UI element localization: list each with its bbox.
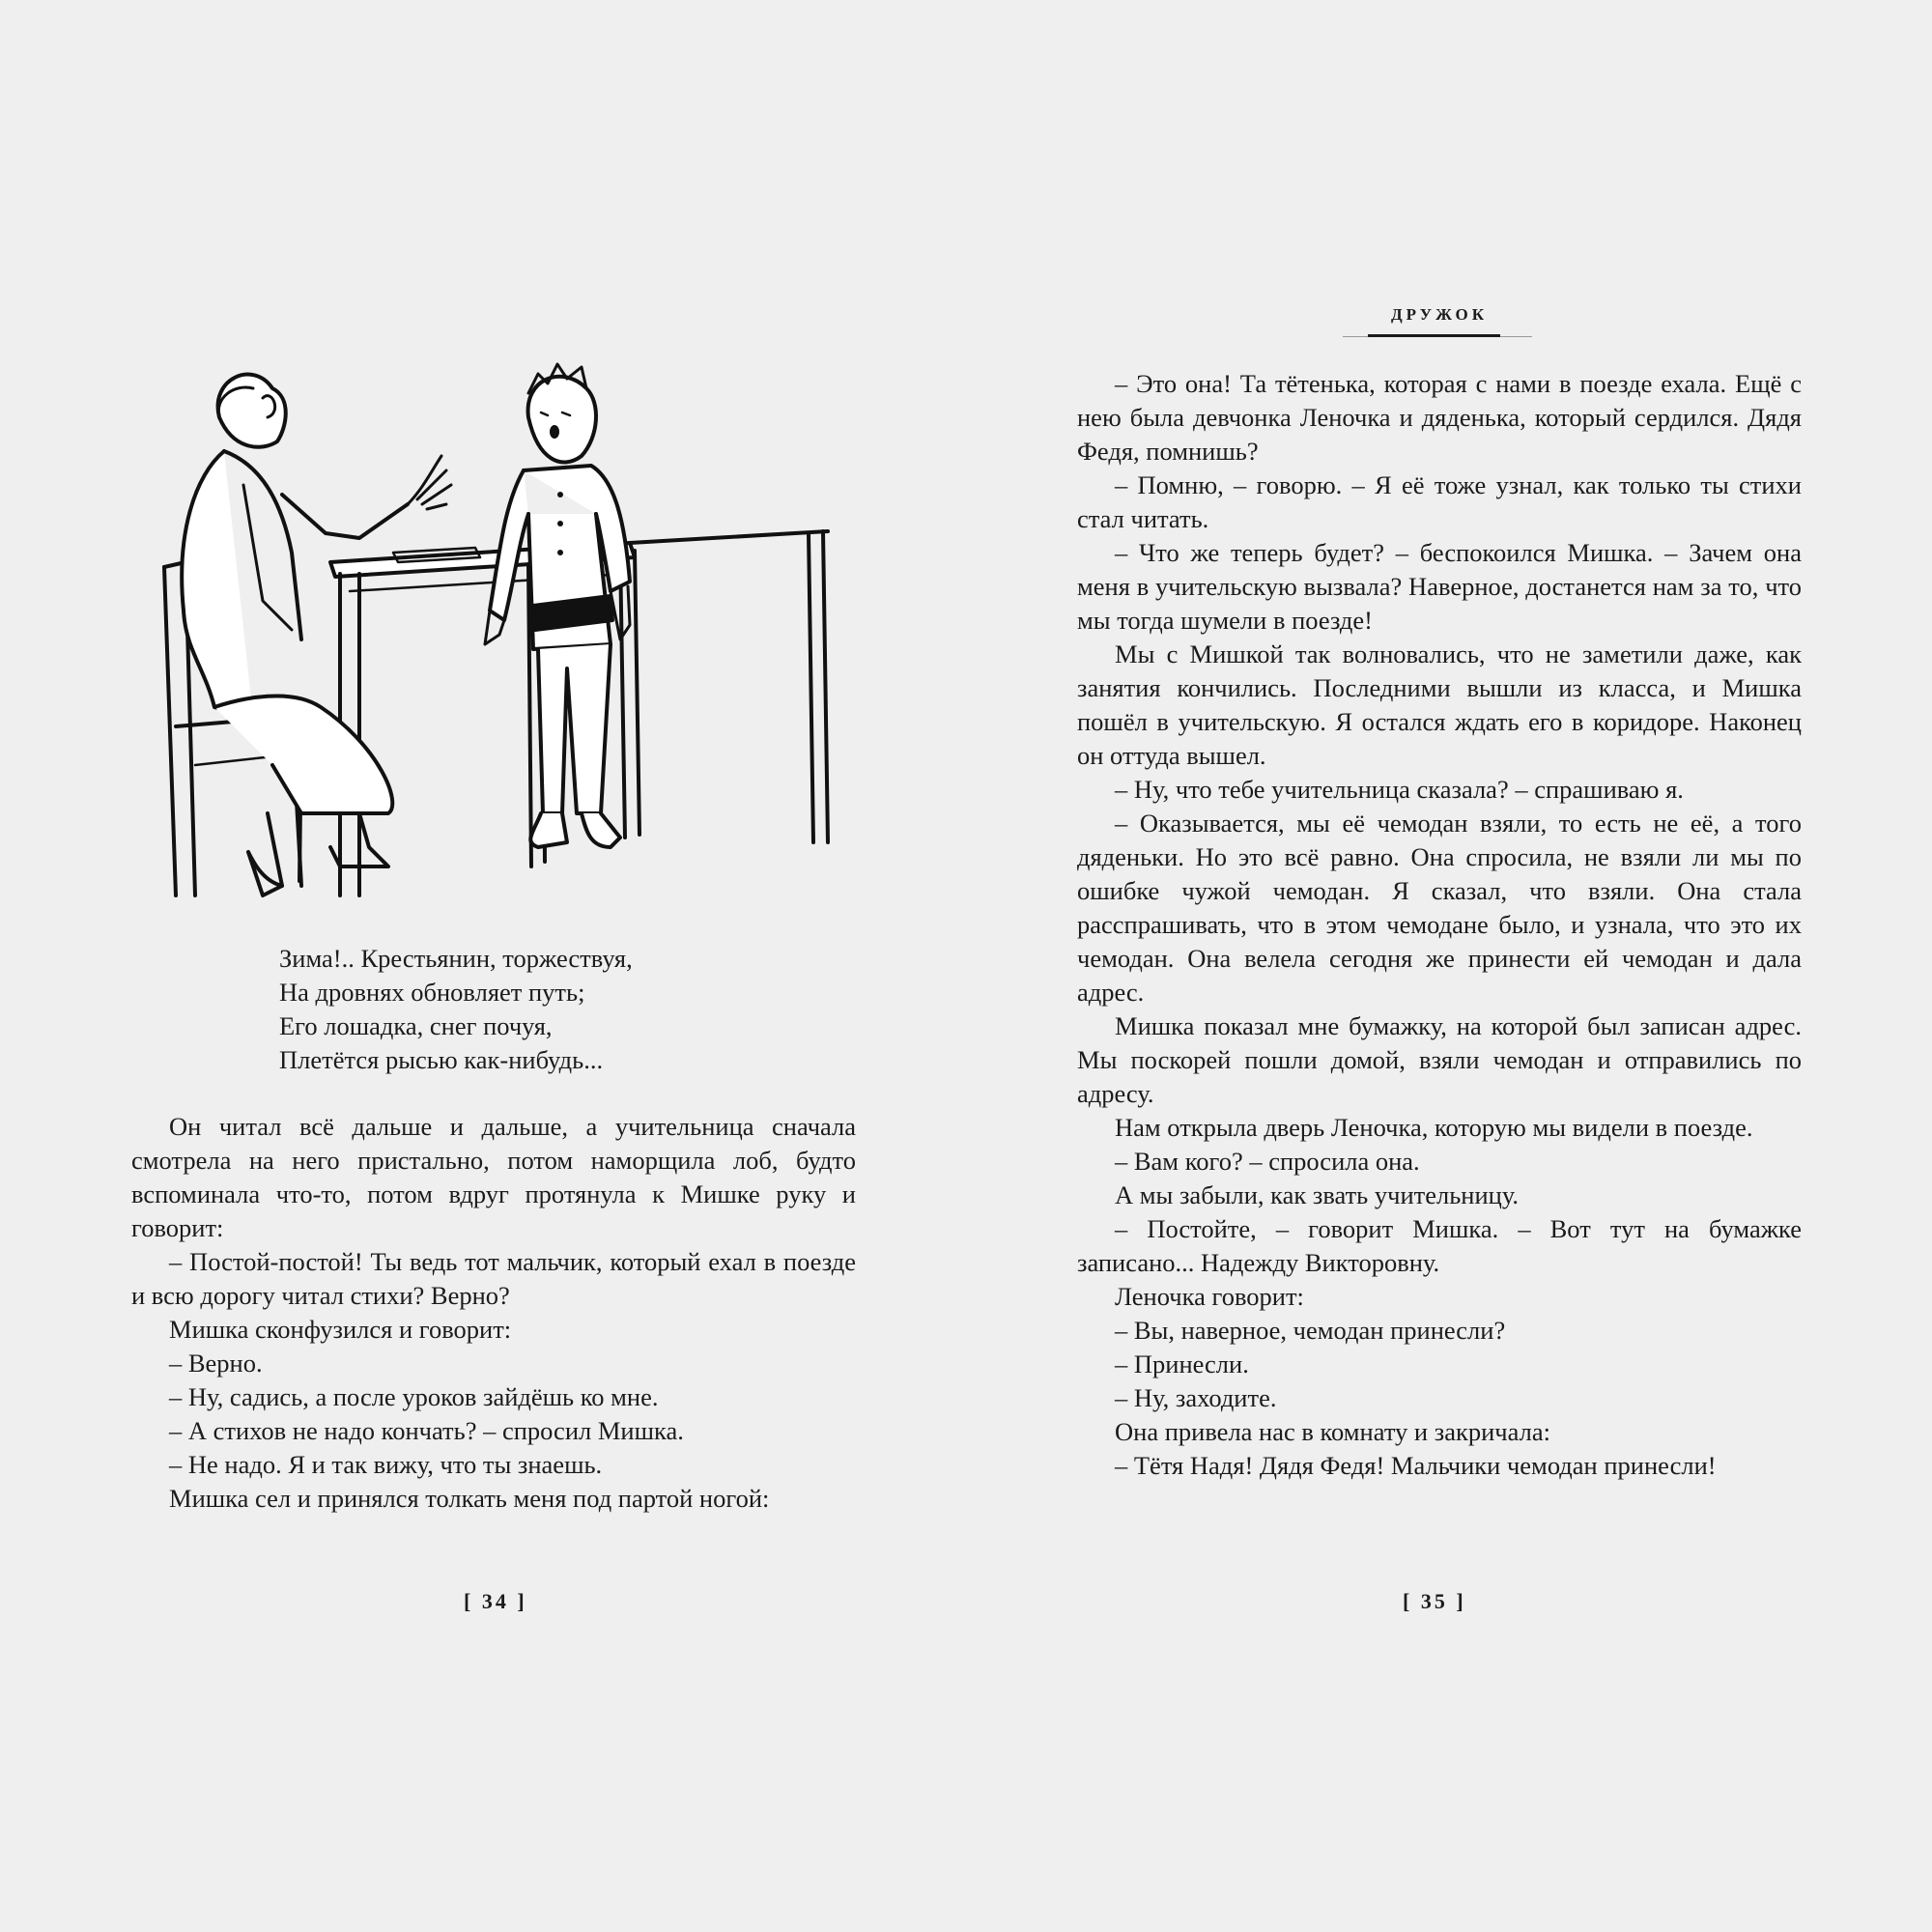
- paragraph: А мы забыли, как звать учительницу.: [1115, 1180, 1520, 1209]
- paragraph: Леночка говорит:: [1115, 1282, 1304, 1311]
- poem: [279, 942, 820, 1077]
- poem-line: Зима!.. Крестьянин, торжествуя,: [279, 944, 633, 973]
- paragraph: – Оказывается, мы её чемодан взяли, то есть не её, а того дяденьки. Но это всё равно. Она спросила, не взяли ли мы по ошибке чужой чемодан. Я сказал, что взяли. Она стала расспрашивать, что в этом чемодане было, и узнала, что это их чемодан. Она велела сегодня же принести ей чемодан и дала адрес.: [1077, 809, 1802, 1007]
- paragraph: – Постойте, – говорит Мишка. – Вот тут на бумажке записано... Надежду Викторовну.: [1077, 1214, 1802, 1277]
- paragraph: Мы с Мишкой так волновались, что не заметили даже, как занятия кончились. Последними вышли из класса, и Мишка пошёл в учительскую. Я остался ждать его в коридоре. Наконец он оттуда вышел.: [1077, 639, 1802, 770]
- teacher-figure: [182, 375, 451, 895]
- running-head-rule-thick: [1368, 334, 1500, 337]
- boy-figure: [485, 364, 630, 847]
- page-number-right: [ 35 ]: [1403, 1589, 1466, 1613]
- paragraph: – Ну, заходите.: [1115, 1383, 1277, 1412]
- paragraph: – Это она! Та тётенька, которая с нами в поезде ехала. Ещё с нею была девчонка Леночка и дяденька, который сердился. Дядя Федя, помнишь?: [1077, 369, 1802, 466]
- paragraph: – Что же теперь будет? – беспокоился Мишка. – Зачем она меня в учительскую вызвала? Наверное, достанется нам за то, что мы тогда шумели в поезде!: [1077, 538, 1802, 635]
- paragraph: Мишка сконфузился и говорит:: [169, 1315, 512, 1344]
- paragraph: – Вам кого? – спросила она.: [1115, 1147, 1420, 1176]
- right-page-text: [1077, 367, 1802, 1483]
- paragraph: – Ну, садись, а после уроков зайдёшь ко мне.: [169, 1382, 659, 1411]
- poem-line: Его лошадка, снег почуя,: [279, 1011, 553, 1040]
- paragraph: – Постой-постой! Ты ведь тот мальчик, который ехал в поезде и всю дорогу читал стихи? Верно?: [131, 1247, 856, 1310]
- illustration: [156, 359, 833, 910]
- page-number-left: [ 34 ]: [464, 1589, 527, 1613]
- paragraph: Он читал всё дальше и дальше, а учительница сначала смотрела на него пристально, потом наморщила лоб, будто вспоминала что-то, потом вдруг протянула к Мишке руку и говорит:: [131, 1112, 856, 1242]
- paragraph: – А стихов не надо кончать? – спросил Мишка.: [169, 1416, 684, 1445]
- paragraph: Мишка показал мне бумажку, на которой был записан адрес. Мы поскорей пошли домой, взяли чемодан и отправились по адресу.: [1077, 1011, 1802, 1108]
- paragraph: Она привела нас в комнату и закричала:: [1115, 1417, 1550, 1446]
- paragraph: – Принесли.: [1115, 1350, 1249, 1378]
- paragraph: – Не надо. Я и так вижу, что ты знаешь.: [169, 1450, 603, 1479]
- paragraph: – Вы, наверное, чемодан принесли?: [1115, 1316, 1506, 1345]
- running-head-text: ДРУЖОК: [1390, 305, 1489, 324]
- paragraph: – Верно.: [169, 1349, 263, 1378]
- left-page-text: [131, 1110, 856, 1516]
- paragraph: – Ну, что тебе учительница сказала? – спрашиваю я.: [1115, 775, 1684, 804]
- poem-line: Плетётся рысью как-нибудь...: [279, 1045, 604, 1074]
- paragraph: Мишка сел и принялся толкать меня под партой ногой:: [169, 1484, 770, 1513]
- poem-line: На дровнях обновляет путь;: [279, 978, 585, 1007]
- paragraph: – Помню, – говорю. – Я её тоже узнал, как только ты стихи стал читать.: [1077, 470, 1802, 533]
- paragraph: Нам открыла дверь Леночка, которую мы видели в поезде.: [1115, 1113, 1753, 1142]
- paragraph: – Тётя Надя! Дядя Федя! Мальчики чемодан принесли!: [1115, 1451, 1717, 1480]
